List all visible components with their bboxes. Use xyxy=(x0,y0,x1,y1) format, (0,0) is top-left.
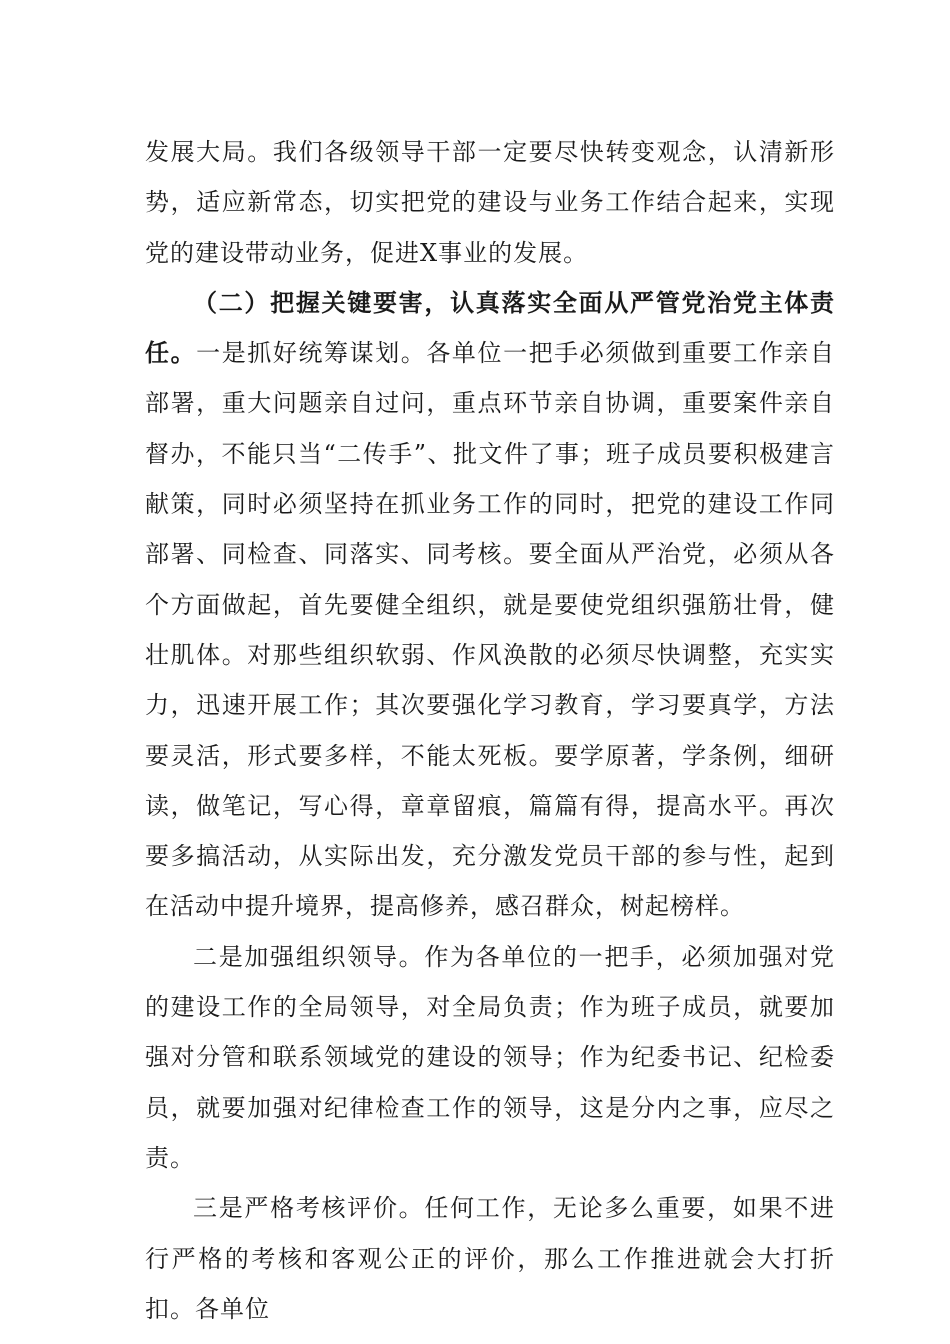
section-heading-body: 一是抓好统筹谋划。各单位一把手必须做到重要工作亲自部署，重大问题亲自过问，重点环节亲自协调，重要案件亲自督办，不能只当“二传手”、批文件了事；班子成员要积极建言献策，同时必须坚持在抓业务工作的同时，把党的建设工作同部署、同检查、同落实、同考核。要全面从严治党，必须从各个方面做起，首先要健全组织，就是要使党组织强筋壮骨，健壮肌体。对那些组织软弱、作风涣散的必须尽快调整，充实实力，迅速开展工作；其次要强化学习教育，学习要真学，方法要灵活，形式要多样，不能太死板。要学原著，学条例，细研读，做笔记，写心得，章章留痕，篇篇有得，提高水平。再次要多搞活动，从实际出发，充分激发党员干部的参与性，起到在活动中提升境界，提高修养，感召群众，树起榜样。 xyxy=(145,339,836,921)
paragraph-assessment: 三是严格考核评价。任何工作，无论多么重要，如果不进行严格的考核和客观公正的评价，那么工作推进就会大打折扣。各单位 xyxy=(145,1194,835,1323)
document-body xyxy=(145,127,835,1334)
paragraph-continuation: 发展大局。我们各级领导干部一定要尽快转变观念，认清新形势，适应新常态，切实把党的建设与业务工作结合起来，实现党的建设带动业务，促进X事业的发展。 xyxy=(145,138,835,267)
paragraph-organization-leadership: 二是加强组织领导。作为各单位的一把手，必须加强对党的建设工作的全局领导，对全局负责；作为班子成员，就要加强对分管和联系领域党的建设的领导；作为纪委书记、纪检委员，就要加强对纪律检查工作的领导，这是分内之事，应尽之责。 xyxy=(145,942,835,1172)
section-heading: （二）把握关键要害，认真落实全面从严管党治党主体责任。 xyxy=(145,287,835,368)
paragraph-section-two xyxy=(145,278,835,932)
